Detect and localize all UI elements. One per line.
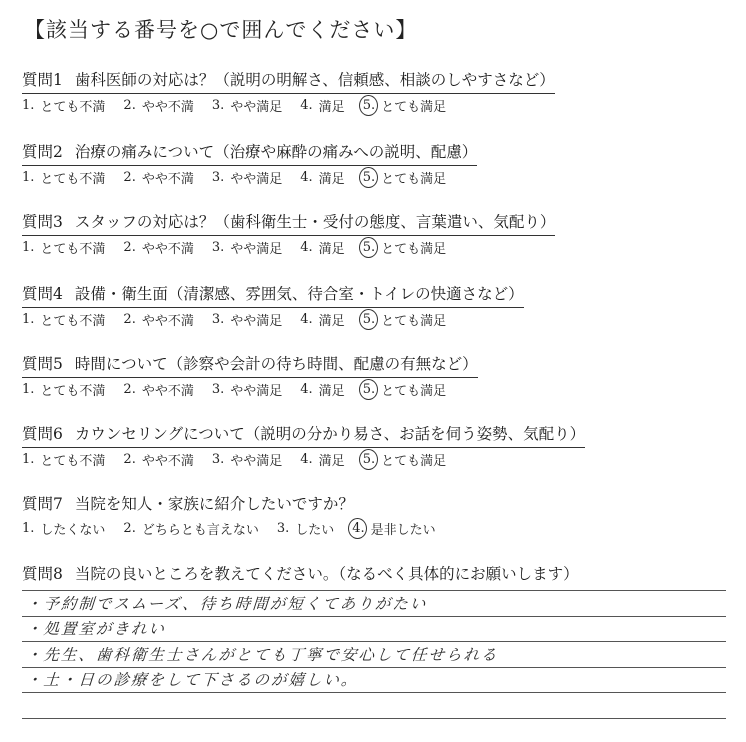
option-label: とても不満: [40, 100, 106, 115]
option-label: やや不満: [141, 384, 194, 399]
option-number: 2.: [123, 521, 136, 536]
option-number-circled: 5.: [362, 312, 376, 327]
option-label: やや満足: [230, 242, 283, 257]
answer-options: [22, 380, 722, 399]
question-title: [22, 562, 579, 587]
answer-line: [22, 590, 726, 617]
answer-options: [22, 310, 722, 329]
option-number: 1.: [22, 312, 35, 327]
option-label: とても満足: [381, 242, 447, 257]
option-number: 2.: [123, 98, 136, 113]
free-answer-area[interactable]: [22, 590, 726, 719]
question-5: [22, 352, 722, 399]
option-label: 満足: [318, 242, 345, 257]
option-number: 2.: [123, 240, 136, 255]
handwritten-answer: ・予約制でスムーズ、待ち時間が短くてありがたい: [25, 594, 428, 613]
option-label: 満足: [318, 100, 345, 115]
answer-option[interactable]: [363, 96, 446, 115]
answer-option[interactable]: [363, 238, 446, 257]
option-label: とても満足: [381, 172, 447, 187]
answer-option[interactable]: [352, 519, 435, 538]
answer-option[interactable]: [212, 310, 282, 329]
option-number: 1.: [22, 98, 35, 113]
question-number: 質問8: [22, 565, 63, 583]
answer-line: [22, 668, 726, 694]
answer-option[interactable]: [300, 238, 344, 257]
option-label: やや不満: [141, 454, 194, 469]
option-label: とても不満: [40, 454, 106, 469]
question-text: 治療の痛みについて（治療や麻酔の痛みへの説明、配慮）: [74, 143, 478, 161]
answer-option[interactable]: [123, 238, 193, 257]
option-label: とても満足: [381, 100, 447, 115]
answer-option[interactable]: [300, 450, 344, 469]
question-number: 質問5: [22, 355, 63, 373]
option-label: とても満足: [381, 314, 447, 329]
option-number: 3.: [211, 170, 225, 185]
answer-option[interactable]: [22, 450, 105, 469]
option-label: 是非したい: [370, 523, 436, 538]
option-label: 満足: [318, 454, 345, 469]
option-number: 2.: [123, 452, 136, 467]
answer-options: [22, 519, 722, 538]
answer-option[interactable]: [123, 96, 193, 115]
handwritten-answer: ・土・日の診療をして下さるのが嬉しい。: [25, 671, 360, 689]
option-number-circled: 5.: [362, 382, 376, 397]
page-heading: 【該当する番号を○で囲んでください】: [24, 18, 418, 42]
answer-option[interactable]: [22, 168, 105, 187]
answer-option[interactable]: [212, 168, 282, 187]
question-number: 質問3: [22, 213, 63, 231]
option-number-circled: 4.: [352, 521, 365, 536]
question-title: [22, 422, 585, 448]
option-label: やや不満: [141, 314, 194, 329]
answer-option[interactable]: [363, 380, 446, 399]
option-number: 4.: [300, 382, 313, 397]
option-label: やや満足: [230, 384, 283, 399]
question-3: [22, 210, 722, 257]
question-title: [22, 140, 477, 166]
answer-option[interactable]: [22, 310, 105, 329]
question-number: 質問1: [22, 71, 63, 89]
answer-line: [22, 693, 726, 719]
option-number-circled: 5.: [362, 170, 376, 185]
answer-option[interactable]: [212, 450, 282, 469]
option-number: 1.: [22, 170, 35, 185]
question-text: 時間について（診察や会計の待ち時間、配慮の有無など）: [74, 355, 478, 373]
question-title: [22, 210, 555, 236]
handwritten-answer: ・先生、歯科衛生士さんがとても丁寧で安心して任せられる: [25, 645, 500, 664]
option-label: やや不満: [141, 242, 194, 257]
option-label: とても不満: [40, 384, 106, 399]
option-number: 3.: [276, 521, 290, 536]
answer-option[interactable]: [212, 238, 282, 257]
answer-options: [22, 168, 722, 187]
answer-options: [22, 238, 722, 257]
answer-option[interactable]: [22, 96, 105, 115]
question-1: [22, 68, 722, 115]
option-label: 満足: [318, 384, 345, 399]
option-label: したくない: [40, 523, 106, 538]
option-label: 満足: [318, 314, 345, 329]
answer-option[interactable]: [22, 238, 105, 257]
option-label: したい: [295, 523, 335, 538]
question-7: [22, 492, 722, 538]
question-text: 当院を知人・家族に紹介したいですか？: [74, 495, 354, 513]
option-label: とても不満: [40, 242, 106, 257]
option-label: とても満足: [381, 384, 447, 399]
option-number: 4.: [300, 452, 313, 467]
answer-option[interactable]: [123, 310, 193, 329]
option-number: 3.: [211, 240, 225, 255]
option-label: やや不満: [141, 100, 194, 115]
option-label: とても不満: [40, 314, 106, 329]
option-label: やや満足: [230, 100, 283, 115]
option-label: やや満足: [230, 454, 283, 469]
option-number: 1.: [22, 452, 35, 467]
answer-options: [22, 96, 722, 115]
answer-option[interactable]: [277, 519, 334, 538]
question-6: [22, 422, 722, 469]
option-number: 2.: [123, 170, 136, 185]
question-title: [22, 68, 555, 94]
answer-option[interactable]: [363, 450, 446, 469]
answer-option[interactable]: [300, 310, 344, 329]
answer-option[interactable]: [123, 380, 193, 399]
question-number: 質問2: [22, 143, 63, 161]
answer-option[interactable]: [22, 380, 105, 399]
option-number: 3.: [211, 452, 225, 467]
option-number: 3.: [211, 312, 225, 327]
option-label: とても満足: [381, 454, 447, 469]
answer-option[interactable]: [300, 168, 344, 187]
answer-option[interactable]: [123, 450, 193, 469]
question-8: [22, 562, 722, 587]
option-label: やや満足: [230, 172, 283, 187]
option-number: 2.: [123, 312, 136, 327]
option-number: 3.: [211, 98, 225, 113]
question-text: カウンセリングについて（説明の分かり易さ、お話を伺う姿勢、気配り）: [74, 425, 586, 443]
option-number: 1.: [22, 521, 35, 536]
answer-option[interactable]: [363, 168, 446, 187]
answer-option[interactable]: [300, 380, 344, 399]
option-label: やや満足: [230, 314, 283, 329]
question-4: [22, 282, 722, 329]
option-label: 満足: [318, 172, 345, 187]
option-number: 4.: [300, 312, 313, 327]
answer-options: [22, 450, 722, 469]
question-text: 歯科医師の対応は？（説明の明解さ、信頼感、相談のしやすさなど）: [74, 71, 555, 89]
option-number: 1.: [22, 382, 35, 397]
answer-option[interactable]: [212, 380, 282, 399]
option-label: とても不満: [40, 172, 106, 187]
answer-option[interactable]: [300, 96, 344, 115]
question-title: [22, 352, 478, 378]
handwritten-answer: ・処置室がきれい: [25, 620, 167, 638]
answer-option[interactable]: [363, 310, 446, 329]
answer-option[interactable]: [22, 519, 105, 538]
option-label: どちらとも言えない: [141, 523, 259, 538]
option-label: やや不満: [141, 172, 194, 187]
answer-option[interactable]: [123, 519, 258, 538]
question-number: 質問4: [22, 285, 63, 303]
option-number: 4.: [300, 98, 313, 113]
question-text: 設備・衛生面（清潔感、雰囲気、待合室・トイレの快適さなど）: [74, 285, 524, 303]
question-text: スタッフの対応は？（歯科衛生士・受付の態度、言葉遣い、気配り）: [74, 213, 556, 231]
question-2: [22, 140, 722, 187]
answer-option[interactable]: [212, 96, 282, 115]
answer-option[interactable]: [123, 168, 193, 187]
question-text: 当院の良いところを教えてください。（なるべく具体的にお願いします）: [74, 565, 579, 583]
answer-line: [22, 642, 726, 668]
question-number: 質問7: [22, 495, 63, 513]
option-number-circled: 5.: [362, 452, 376, 467]
question-number: 質問6: [22, 425, 63, 443]
option-number-circled: 5.: [362, 98, 376, 113]
option-number-circled: 5.: [362, 240, 376, 255]
option-number: 1.: [22, 240, 35, 255]
option-number: 2.: [123, 382, 136, 397]
answer-line: [22, 617, 726, 643]
option-number: 4.: [300, 170, 313, 185]
question-title: [22, 282, 524, 308]
question-title: [22, 492, 354, 517]
option-number: 4.: [300, 240, 313, 255]
option-number: 3.: [211, 382, 225, 397]
